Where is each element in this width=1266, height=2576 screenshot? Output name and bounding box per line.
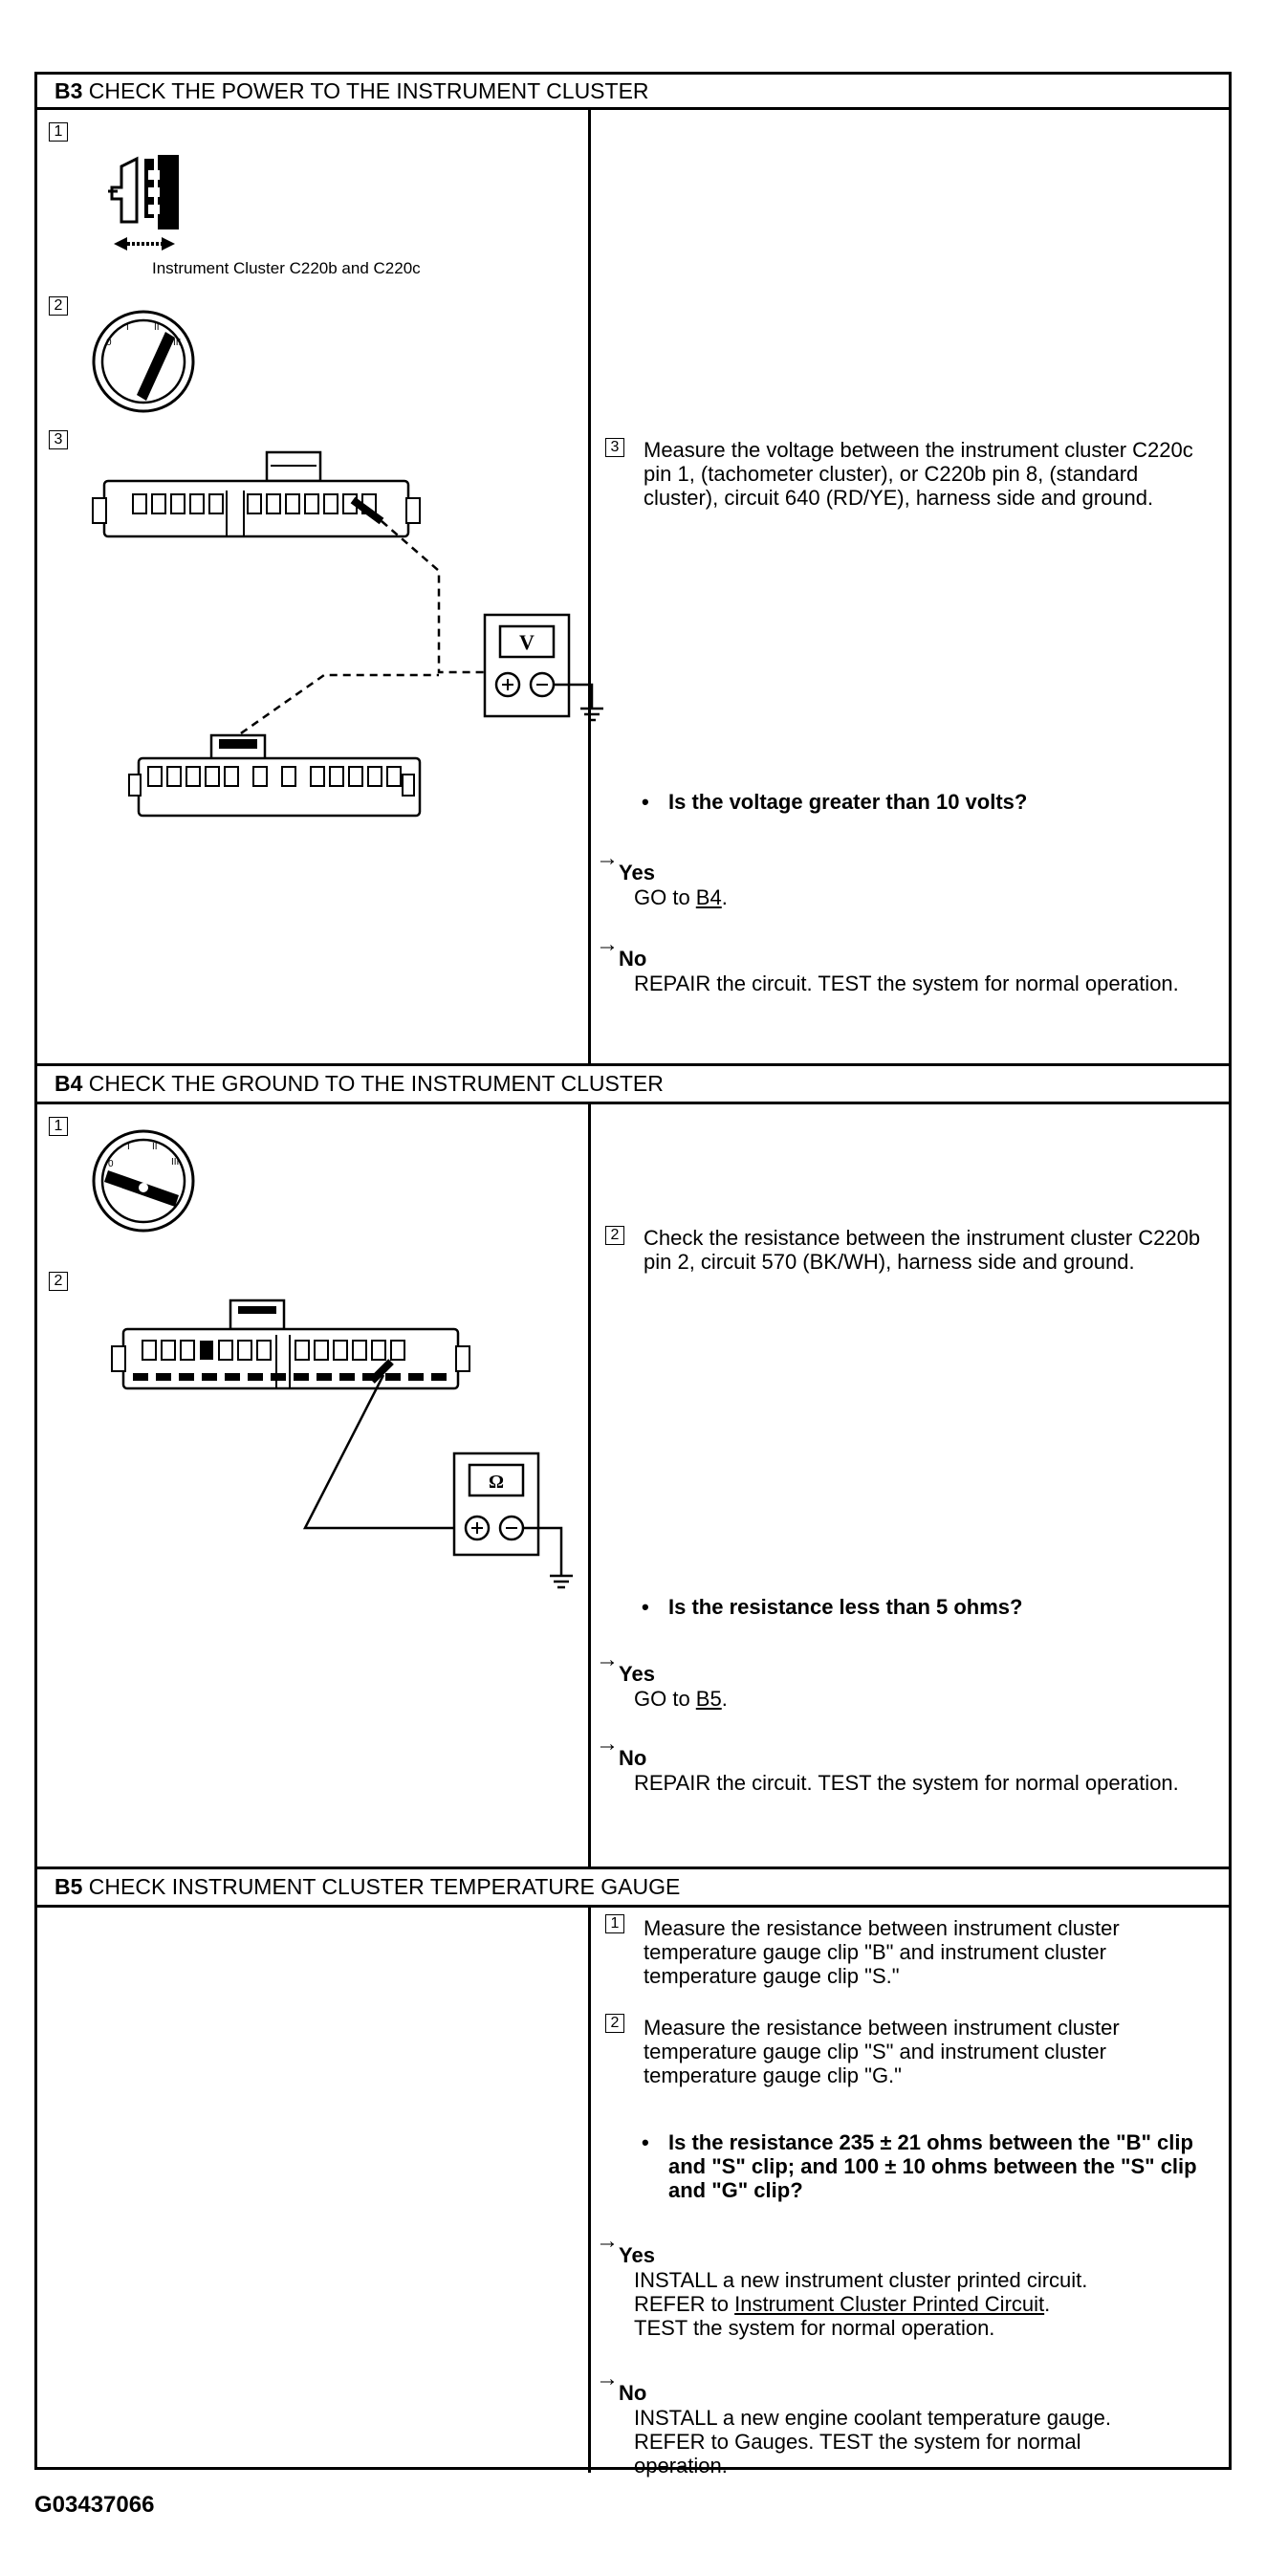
- divider: [37, 1063, 1229, 1066]
- yes-text-b5: INSTALL a new instrument cluster printed circuit. REFER to Instrument Cluster Printed Circuit. TEST the system for normal operation.: [634, 2268, 1088, 2340]
- no-text-b5: INSTALL a new engine coolant temperature gauge. REFER to Gauges. TEST the system for normal operation.: [634, 2406, 1111, 2478]
- svg-text:0: 0: [108, 1159, 114, 1169]
- ignition-switch-run-icon: [91, 309, 196, 414]
- ignition-switch-off-icon: [91, 1128, 196, 1233]
- yes-text-b3: GO to B4.: [634, 885, 728, 909]
- figure-id: G03437066: [34, 2492, 155, 2518]
- step-box-b5-2: 2: [605, 2014, 624, 2033]
- link-instrument-cluster-printed-circuit[interactable]: Instrument Cluster Printed Circuit: [734, 2292, 1045, 2316]
- step-box-b4-2: 2: [49, 1272, 68, 1291]
- voltage-check-diagram: [66, 452, 601, 777]
- step-box-b3-2: 2: [49, 296, 68, 316]
- step-box-b4-1: 1: [49, 1117, 68, 1136]
- yes-text-b4: GO to B5.: [634, 1687, 728, 1711]
- svg-text:0: 0: [106, 338, 112, 348]
- question-b3: • Is the voltage greater than 10 volts?: [642, 790, 1028, 814]
- divider: [37, 1905, 1229, 1908]
- no-arrow-b5: →: [596, 2366, 619, 2391]
- svg-text:I: I: [127, 1142, 130, 1152]
- diagnostic-table: [34, 72, 1232, 2478]
- divider: [37, 1102, 1229, 1104]
- link-b5[interactable]: B5: [695, 1687, 722, 1711]
- meter-symbol-ohms: Ω: [488, 1472, 505, 1493]
- no-text-b4: REPAIR the circuit. TEST the system for normal operation.: [634, 1771, 1179, 1795]
- connector-disconnect-icon: [95, 153, 200, 258]
- column-divider: [588, 1905, 591, 2473]
- meter-symbol-volts: V: [519, 630, 535, 654]
- resistance-check-diagram: [104, 1300, 582, 1587]
- step-box-b3-3: 3: [49, 430, 68, 449]
- section-title-b4: B4 CHECK THE GROUND TO THE INSTRUMENT CLUSTER: [55, 1071, 664, 1096]
- no-arrow-b3: →: [596, 931, 619, 957]
- step-box-b3-1: 1: [49, 122, 68, 142]
- no-label-b4: No: [619, 1746, 647, 1770]
- divider: [37, 107, 1229, 110]
- yes-arrow-b3: →: [596, 845, 619, 871]
- no-text-b3: REPAIR the circuit. TEST the system for normal operation.: [634, 971, 1179, 995]
- step-box-b4-r2: 2: [605, 1226, 624, 1245]
- no-label-b5: No: [619, 2381, 647, 2405]
- svg-text:I: I: [126, 322, 129, 333]
- section-title-b3: B3 CHECK THE POWER TO THE INSTRUMENT CLUSTER: [55, 78, 649, 103]
- svg-text:III: III: [173, 338, 182, 348]
- step-text-b5-1: Measure the resistance between instrument cluster temperature gauge clip "B" and instrument cluster temperature gauge clip "S.": [644, 1916, 1120, 1988]
- link-b4[interactable]: B4: [695, 885, 722, 909]
- connector-caption: Instrument Cluster C220b and C220c: [152, 259, 421, 277]
- divider: [37, 1867, 1229, 1869]
- yes-label-b3: Yes: [619, 861, 655, 884]
- step-text-b3-3: Measure the voltage between the instrument cluster C220c pin 1, (tachometer cluster), or C220b pin 8, (standard cluster), circuit 640 (RD/YE), harness side and ground.: [644, 438, 1193, 510]
- yes-label-b4: Yes: [619, 1662, 655, 1686]
- svg-text:II: II: [152, 1142, 158, 1152]
- svg-text:II: II: [154, 322, 160, 333]
- yes-arrow-b5: →: [596, 2228, 619, 2254]
- no-label-b3: No: [619, 947, 647, 971]
- step-text-b4-2: Check the resistance between the instrument cluster C220b pin 2, circuit 570 (BK/WH), harness side and ground.: [644, 1226, 1201, 1274]
- yes-label-b5: Yes: [619, 2243, 655, 2267]
- section-title-b5: B5 CHECK INSTRUMENT CLUSTER TEMPERATURE GAUGE: [55, 1874, 681, 1899]
- step-box-b3-r3: 3: [605, 438, 624, 457]
- lower-connector-pins: [129, 761, 435, 819]
- no-arrow-b4: →: [596, 1731, 619, 1757]
- step-box-b5-1: 1: [605, 1914, 624, 1933]
- yes-arrow-b4: →: [596, 1647, 619, 1672]
- svg-text:III: III: [171, 1157, 180, 1168]
- question-b4: • Is the resistance less than 5 ohms?: [642, 1595, 1023, 1619]
- column-divider: [588, 1102, 591, 1867]
- question-b5: • Is the resistance 235 ± 21 ohms between the "B" clip and "S" clip; and 100 ± 10 ohms between the "S" clip and "G" clip?: [642, 2130, 1197, 2202]
- step-text-b5-2: Measure the resistance between instrument cluster temperature gauge clip "S" and instrument cluster temperature gauge clip "G.": [644, 2016, 1120, 2087]
